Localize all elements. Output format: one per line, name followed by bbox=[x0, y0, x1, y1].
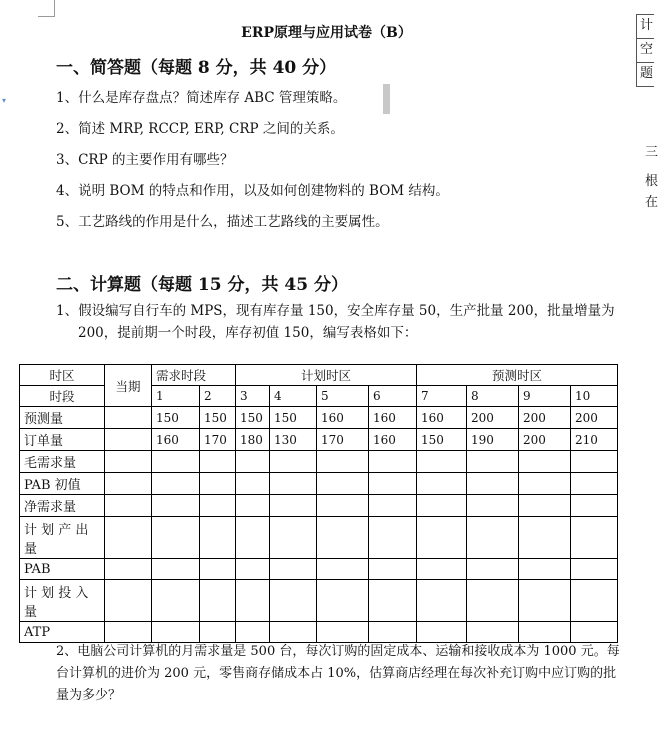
calc-question-1: 1、假设编写自行车的 MPS，现有库存量 150，安全库存量 50，生产批量 200，批量增量为 200，提前期一个时段，库存初值 150，编写表格如下： bbox=[56, 303, 615, 341]
period-cell: 3 bbox=[236, 386, 270, 407]
row-label: PAB 初值 bbox=[20, 473, 105, 495]
value-cell bbox=[519, 517, 571, 559]
value-cell bbox=[236, 473, 270, 495]
table-row bbox=[20, 451, 618, 473]
current-period-cell bbox=[105, 559, 152, 580]
value-cell bbox=[417, 517, 467, 559]
value-cell bbox=[152, 517, 200, 559]
value-cell bbox=[571, 622, 618, 643]
period-cell: 4 bbox=[270, 386, 317, 407]
short-question-5: 5、工艺路线的作用是什么，描述工艺路线的主要属性。 bbox=[56, 214, 389, 230]
current-period-cell bbox=[105, 580, 152, 622]
value-cell: 190 bbox=[467, 429, 519, 451]
period-cell: 1 bbox=[152, 386, 200, 407]
value-cell: 150 bbox=[417, 429, 467, 451]
value-cell: 200 bbox=[571, 407, 618, 429]
value-cell bbox=[270, 473, 317, 495]
value-cell bbox=[236, 495, 270, 517]
value-cell bbox=[467, 495, 519, 517]
period-cell: 10 bbox=[571, 386, 618, 407]
value-cell bbox=[152, 473, 200, 495]
value-cell: 160 bbox=[369, 407, 417, 429]
value-cell: 160 bbox=[152, 429, 200, 451]
table-row bbox=[20, 580, 618, 622]
value-cell bbox=[369, 517, 417, 559]
value-cell: 160 bbox=[369, 429, 417, 451]
period-cell: 5 bbox=[317, 386, 369, 407]
value-cell: 150 bbox=[200, 407, 236, 429]
value-cell: 130 bbox=[270, 429, 317, 451]
value-cell bbox=[417, 451, 467, 473]
header-current: 当期 bbox=[105, 365, 152, 407]
value-cell bbox=[200, 580, 236, 622]
value-cell bbox=[467, 517, 519, 559]
value-cell bbox=[152, 559, 200, 580]
row-label: 毛需求量 bbox=[20, 451, 105, 473]
row-label: 净需求量 bbox=[20, 495, 105, 517]
value-cell bbox=[236, 580, 270, 622]
value-cell bbox=[317, 622, 369, 643]
row-label: 订单量 bbox=[20, 429, 105, 451]
value-cell bbox=[467, 473, 519, 495]
left-margin-marker: ▾ bbox=[2, 96, 7, 105]
value-cell bbox=[467, 559, 519, 580]
value-cell bbox=[519, 473, 571, 495]
adjacent-page-char: 三 bbox=[645, 145, 658, 160]
current-period-cell bbox=[105, 517, 152, 559]
value-cell bbox=[317, 517, 369, 559]
value-cell bbox=[417, 622, 467, 643]
row-label: 计 划 产 出 量 bbox=[20, 517, 105, 559]
value-cell bbox=[236, 451, 270, 473]
current-period-cell bbox=[105, 407, 152, 429]
row-label: 预测量 bbox=[20, 407, 105, 429]
calc-question-2: 2、电脑公司计算机的月需求量是 500 台，每次订购的固定成本、运输和接收成本为 1000 元。每台计算机的进价为 200 元，零售商存储成本占 10%，估算商店经理在每次补充订购中应订购的批量为多少？ bbox=[56, 644, 620, 703]
value-cell bbox=[152, 580, 200, 622]
value-cell bbox=[369, 559, 417, 580]
value-cell bbox=[236, 559, 270, 580]
short-question-1: 1、什么是库存盘点？简述库存 ABC 管理策略。 bbox=[56, 90, 347, 106]
value-cell bbox=[270, 580, 317, 622]
current-period-cell bbox=[105, 622, 152, 643]
value-cell: 200 bbox=[519, 407, 571, 429]
value-cell bbox=[152, 622, 200, 643]
value-cell bbox=[270, 495, 317, 517]
value-cell: 180 bbox=[236, 429, 270, 451]
value-cell: 170 bbox=[200, 429, 236, 451]
value-cell bbox=[519, 451, 571, 473]
short-question-3: 3、CRP 的主要作用有哪些？ bbox=[56, 152, 234, 168]
section2-heading: 二、计算题（每题 15 分，共 45 分） bbox=[56, 275, 348, 295]
value-cell bbox=[270, 517, 317, 559]
value-cell bbox=[270, 451, 317, 473]
value-cell bbox=[317, 473, 369, 495]
value-cell bbox=[467, 451, 519, 473]
value-cell bbox=[571, 495, 618, 517]
value-cell bbox=[317, 451, 369, 473]
value-cell bbox=[571, 517, 618, 559]
period-cell: 6 bbox=[369, 386, 417, 407]
header-forecast-zone: 预测时区 bbox=[417, 365, 618, 386]
value-cell bbox=[200, 451, 236, 473]
row-label: ATP bbox=[20, 622, 105, 643]
period-cell: 7 bbox=[417, 386, 467, 407]
value-cell bbox=[417, 495, 467, 517]
value-cell: 170 bbox=[317, 429, 369, 451]
period-cell: 2 bbox=[200, 386, 236, 407]
adjacent-page-table-fragment bbox=[636, 14, 654, 87]
value-cell: 160 bbox=[417, 407, 467, 429]
value-cell bbox=[369, 473, 417, 495]
table-row bbox=[20, 407, 618, 429]
header-demand-zone: 需求时段 bbox=[152, 365, 236, 386]
value-cell bbox=[519, 495, 571, 517]
value-cell bbox=[369, 495, 417, 517]
row-label: 计 划 投 入 量 bbox=[20, 580, 105, 622]
value-cell: 150 bbox=[236, 407, 270, 429]
current-period-cell bbox=[105, 429, 152, 451]
value-cell bbox=[417, 473, 467, 495]
value-cell bbox=[369, 622, 417, 643]
value-cell bbox=[571, 473, 618, 495]
value-cell bbox=[317, 559, 369, 580]
table-row bbox=[20, 559, 618, 580]
short-question-2: 2、简述 MRP, RCCP, ERP, CRP 之间的关系。 bbox=[56, 121, 344, 137]
value-cell: 210 bbox=[571, 429, 618, 451]
text-cursor bbox=[383, 84, 390, 114]
short-question-4: 4、说明 BOM 的特点和作用，以及如何创建物料的 BOM 结构。 bbox=[56, 183, 449, 199]
value-cell bbox=[467, 580, 519, 622]
period-cell: 8 bbox=[467, 386, 519, 407]
value-cell: 150 bbox=[152, 407, 200, 429]
adjacent-page-char: 根 bbox=[645, 174, 658, 189]
current-period-cell bbox=[105, 473, 152, 495]
section1-heading: 一、简答题（每题 8 分，共 40 分） bbox=[56, 58, 337, 78]
row-label: PAB bbox=[20, 559, 105, 580]
mps-table bbox=[19, 364, 618, 643]
value-cell bbox=[236, 517, 270, 559]
header-zone: 时区 bbox=[20, 365, 105, 386]
current-period-cell bbox=[105, 451, 152, 473]
value-cell bbox=[200, 495, 236, 517]
value-cell bbox=[200, 517, 236, 559]
fragment-cell: 题 bbox=[637, 63, 654, 87]
value-cell bbox=[270, 622, 317, 643]
adjacent-page-char: 在 bbox=[645, 195, 658, 210]
value-cell bbox=[519, 559, 571, 580]
value-cell bbox=[317, 580, 369, 622]
value-cell bbox=[270, 559, 317, 580]
value-cell bbox=[571, 451, 618, 473]
fragment-cell: 计 bbox=[637, 15, 654, 39]
value-cell bbox=[369, 580, 417, 622]
value-cell bbox=[369, 451, 417, 473]
value-cell bbox=[571, 580, 618, 622]
value-cell bbox=[417, 580, 467, 622]
table-row bbox=[20, 622, 618, 643]
header-period: 时段 bbox=[20, 386, 105, 407]
document-title: ERP原理与应用试卷（B） bbox=[241, 25, 412, 41]
value-cell bbox=[152, 495, 200, 517]
period-cell: 9 bbox=[519, 386, 571, 407]
value-cell bbox=[152, 451, 200, 473]
value-cell bbox=[467, 622, 519, 643]
value-cell bbox=[317, 495, 369, 517]
fragment-cell: 空 bbox=[637, 39, 654, 63]
value-cell bbox=[236, 622, 270, 643]
value-cell: 200 bbox=[467, 407, 519, 429]
value-cell bbox=[571, 559, 618, 580]
value-cell bbox=[200, 622, 236, 643]
value-cell bbox=[519, 622, 571, 643]
value-cell: 150 bbox=[270, 407, 317, 429]
current-period-cell bbox=[105, 495, 152, 517]
value-cell bbox=[200, 559, 236, 580]
page-corner-mark bbox=[38, 0, 55, 17]
table-row bbox=[20, 429, 618, 451]
value-cell bbox=[519, 580, 571, 622]
table-row bbox=[20, 517, 618, 559]
value-cell bbox=[200, 473, 236, 495]
value-cell: 160 bbox=[317, 407, 369, 429]
value-cell bbox=[417, 559, 467, 580]
header-plan-zone: 计划时区 bbox=[236, 365, 417, 386]
table-row bbox=[20, 473, 618, 495]
value-cell: 200 bbox=[519, 429, 571, 451]
table-row bbox=[20, 495, 618, 517]
header-row-zones bbox=[20, 365, 618, 386]
